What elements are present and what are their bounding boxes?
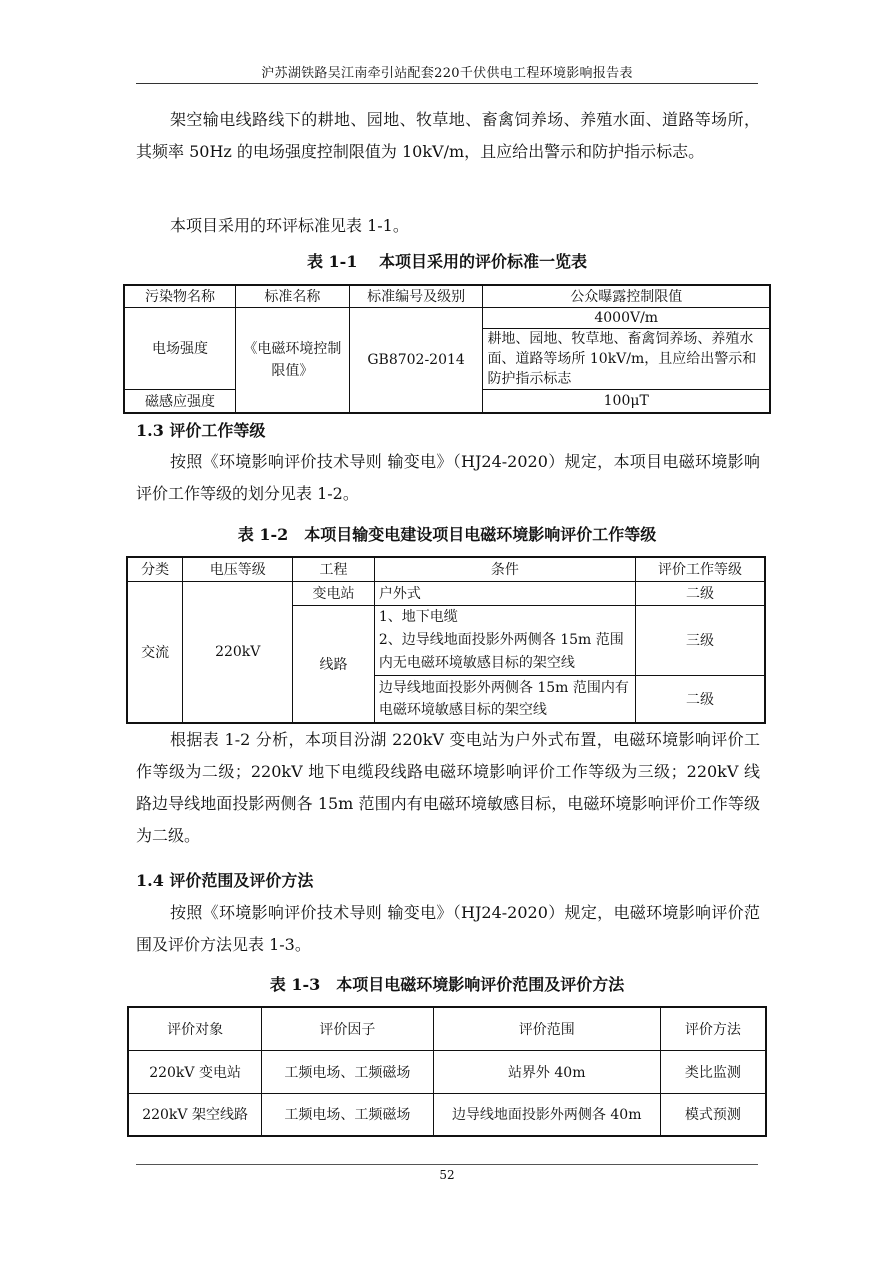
table3-header-cell: 评价范围	[433, 1007, 660, 1050]
table1-cell-limit-4000: 4000V/m	[483, 307, 770, 328]
table1-cell-pollutant-efield: 电场强度	[124, 307, 236, 389]
paragraph-analysis: 根据表 1-2 分析，本项目汾湖 220kV 变电站为户外式布置，电磁环境影响评价工作等级为二级；220kV 地下电缆段线路电磁环境影响评价工作等级为三级；220kV 线路边导线地面投影两侧各 15m 范围内有电磁环境敏感目标，电磁环境影响评价工作等级为二级。	[136, 730, 760, 845]
table3-cell: 类比监测	[660, 1050, 766, 1093]
table1-header-cell: 污染物名称	[124, 285, 236, 307]
table2-cell-voltage: 220kV	[183, 581, 293, 723]
page-header-title: 沪苏湖铁路吴江南牵引站配套220千伏供电工程环境影响报告表	[261, 66, 633, 81]
table2-header-cell: 条件	[374, 557, 635, 581]
table1-header-row	[124, 285, 770, 307]
table2-cell-category: 交流	[127, 581, 183, 723]
table3-cell: 220kV 架空线路	[128, 1093, 262, 1136]
table3-cell: 220kV 变电站	[128, 1050, 262, 1093]
table3-cell: 工频电场、工频磁场	[262, 1050, 433, 1093]
section-1-3-text: 按照《环境影响评价技术导则 输变电》（HJ24-2020）规定，本项目电磁环境影响评价工作等级的划分见表 1-2。	[136, 452, 760, 503]
table2-header-cell: 工程	[293, 557, 375, 581]
table3-cell: 模式预测	[660, 1093, 766, 1136]
table2-cell-condition-line1: 1、地下电缆 2、边导线地面投影外两侧各 15m 范围内无电磁环境敏感目标的架空线	[374, 605, 635, 675]
table1-cell-pollutant-bfield: 磁感应强度	[124, 389, 236, 413]
table1-header-cell: 标准名称	[236, 285, 350, 307]
table3-cell: 站界外 40m	[433, 1050, 660, 1093]
table3-scope-methods	[127, 1006, 767, 1137]
table1-cell-limit-farmland: 耕地、园地、牧草地、畜禽饲养场、养殖水面、道路等场所 10kV/m，且应给出警示和防护指示标志	[483, 328, 770, 389]
table-row	[128, 1093, 766, 1136]
page-number: 52	[439, 1168, 455, 1182]
table3-caption: 表 1-3 本项目电磁环境影响评价范围及评价方法	[269, 975, 625, 994]
table3-cell: 工频电场、工频磁场	[262, 1093, 433, 1136]
table3-cell: 边导线地面投影外两侧各 40m	[433, 1093, 660, 1136]
table1-cell-standard-code: GB8702-2014	[349, 307, 483, 413]
paragraph-standard-intro: 本项目采用的环评标准见表 1-1。	[170, 216, 409, 235]
paragraph-emf-limit: 架空输电线路线下的耕地、园地、牧草地、畜禽饲养场、养殖水面、道路等场所，其频率 50Hz 的电场强度控制限值为 10kV/m，且应给出警示和防护指示标志。	[136, 110, 760, 161]
section-1-4-text: 按照《环境影响评价技术导则 输变电》（HJ24-2020）规定，电磁环境影响评价范围及评价方法见表 1-3。	[136, 903, 760, 954]
footer-rule	[136, 1164, 758, 1165]
table1-evaluation-standards	[123, 284, 771, 414]
table2-cell-condition-line2: 边导线地面投影外两侧各 15m 范围内有电磁环境敏感目标的架空线	[374, 675, 635, 723]
table2-cell-project-line: 线路	[293, 605, 375, 723]
section-1-3-title: 1.3 评价工作等级	[136, 421, 266, 440]
table1-caption: 表 1-1 本项目采用的评价标准一览表	[306, 252, 588, 271]
table1-cell-standard-name: 《电磁环境控制限值》	[236, 307, 350, 413]
table2-cell-grade-station: 二级	[635, 581, 765, 605]
table1-header-cell: 标准编号及级别	[349, 285, 483, 307]
table2-header-cell: 电压等级	[183, 557, 293, 581]
table2-cell-project-station: 变电站	[293, 581, 375, 605]
table2-work-grade	[126, 556, 766, 724]
table3-header-row	[128, 1007, 766, 1050]
table2-cell-grade-line1: 三级	[635, 605, 765, 675]
table1-cell-limit-100ut: 100μT	[483, 389, 770, 413]
section-1-4-title: 1.4 评价范围及评价方法	[136, 871, 314, 890]
table2-cell-condition-station: 户外式	[374, 581, 635, 605]
table-row	[127, 581, 765, 605]
table3-header-cell: 评价对象	[128, 1007, 262, 1050]
table3-header-cell: 评价因子	[262, 1007, 433, 1050]
table-row	[128, 1050, 766, 1093]
table2-header-row	[127, 557, 765, 581]
table-row	[124, 307, 770, 328]
table3-header-cell: 评价方法	[660, 1007, 766, 1050]
table2-header-cell: 评价工作等级	[635, 557, 765, 581]
table2-cell-grade-line2: 二级	[635, 675, 765, 723]
table2-caption: 表 1-2 本项目输变电建设项目电磁环境影响评价工作等级	[237, 525, 657, 544]
header-rule	[136, 83, 758, 84]
table2-header-cell: 分类	[127, 557, 183, 581]
table1-header-cell: 公众曝露控制限值	[483, 285, 770, 307]
